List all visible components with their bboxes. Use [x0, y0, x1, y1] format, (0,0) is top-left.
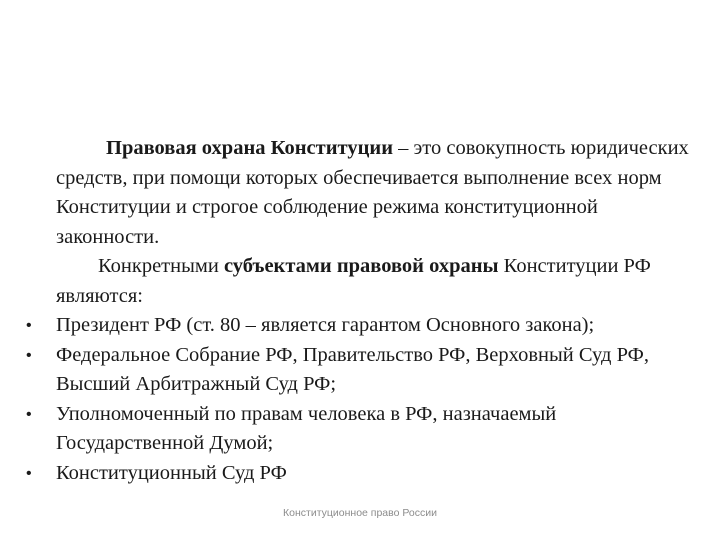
- definition-term: Правовая охрана Конституции: [106, 137, 393, 159]
- definition-text: – это совокупность юридических средств, при помощи которых обеспечивается выполнение всех норм Конституции и строгое соблюдение режима конституционной законности.: [56, 137, 689, 248]
- list-item-text: Конституционный Суд РФ: [56, 461, 287, 484]
- list-item-text: Федеральное Собрание РФ, Правительство РФ, Верховный Суд РФ, Высший Арбитражный Суд РФ;: [56, 343, 649, 395]
- definition-paragraph: [22, 134, 702, 252]
- bullet-icon: •: [26, 464, 32, 482]
- bullet-icon: •: [26, 317, 32, 334]
- bullet-icon: •: [26, 346, 32, 364]
- slide-footer: Конституционное право России: [283, 507, 437, 519]
- subjects-intro-paragraph: [22, 252, 702, 311]
- subjects-intro-suffix: Конституции РФ являются:: [56, 255, 651, 307]
- subjects-term: субъектами правовой охраны: [223, 255, 499, 277]
- subjects-list: [22, 311, 702, 488]
- list-item-text: Президент РФ (ст. 80 – является гарантом Основного закона);: [56, 314, 595, 336]
- list-item: [22, 311, 702, 341]
- bullet-icon: •: [26, 405, 32, 423]
- list-item: [22, 459, 702, 489]
- slide-body: [22, 134, 702, 488]
- list-item: [22, 341, 702, 400]
- subjects-intro-prefix: Конкретными: [98, 255, 224, 277]
- list-item: [22, 400, 702, 459]
- list-item-text: Уполномоченный по правам человека в РФ, назначаемый Государственной Думой;: [56, 402, 557, 454]
